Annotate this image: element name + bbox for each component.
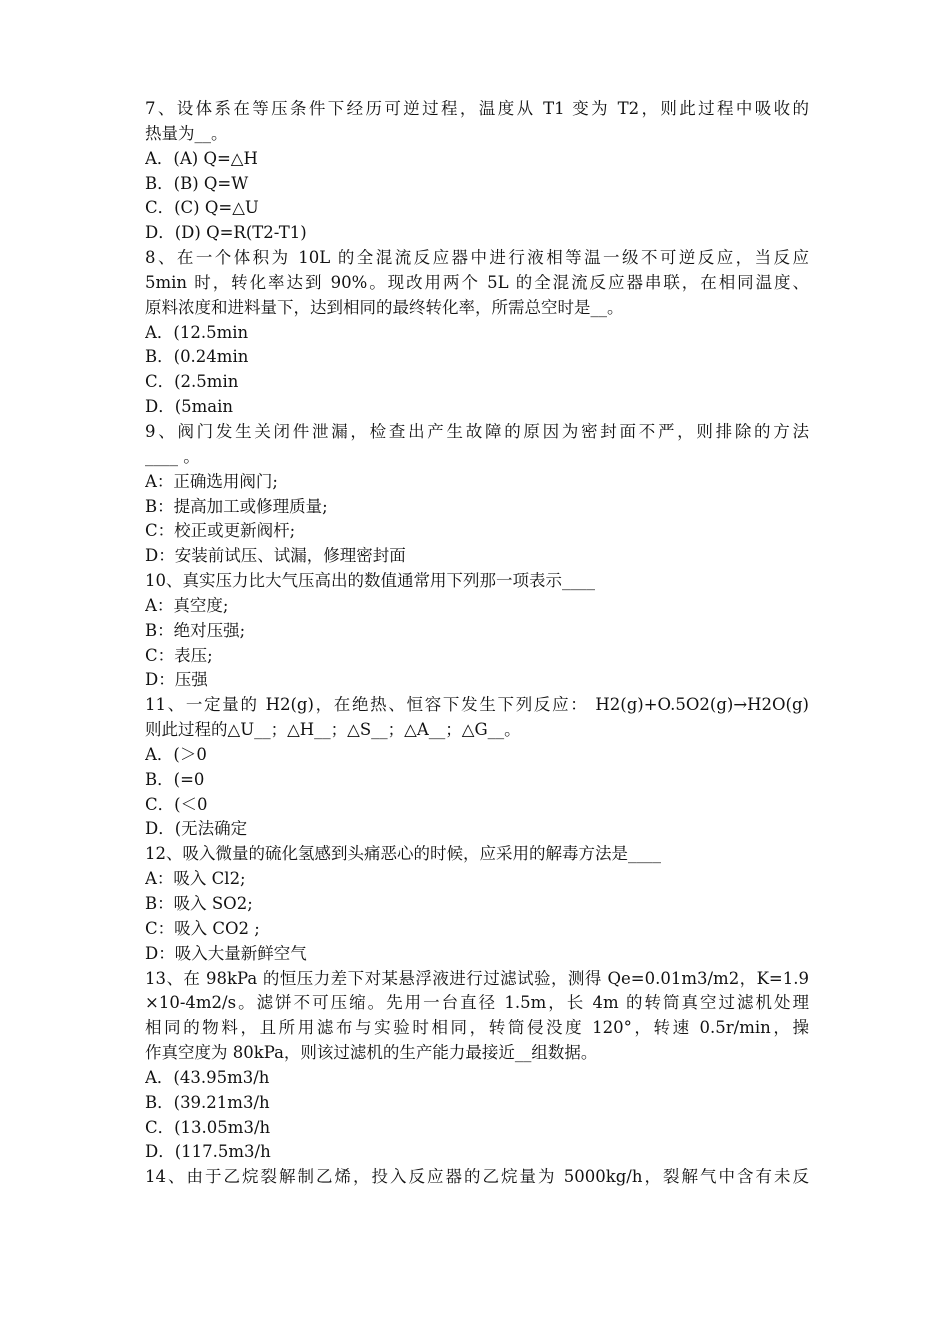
question-7-stem-line-2: 热量为__。 bbox=[145, 123, 228, 143]
question-9-option-a: A：正确选用阀门; bbox=[145, 471, 278, 491]
question-10-stem: 10、真实压力比大气压高出的数值通常用下列那一项表示____ bbox=[145, 571, 595, 591]
question-13-option-c: C．(13.05m3/h bbox=[145, 1117, 271, 1137]
question-13-stem-line-1: 13、在 98kPa 的恒压力差下对某悬浮液进行过滤试验，测得 Qe=0.01m3/m2，K=1.9 bbox=[145, 968, 809, 988]
question-11-stem-line-1: 11、一定量的 H2(g)，在绝热、恒容下发生下列反应： H2(g)+O.5O2(g)→H2O(g) bbox=[145, 695, 809, 715]
question-9-option-d: D：安装前试压、试漏，修理密封面 bbox=[145, 546, 406, 566]
question-11-option-d: D．(无法确定 bbox=[145, 819, 248, 839]
question-11-option-a: A．(＞0 bbox=[145, 744, 207, 764]
question-12-option-b: B：吸入 SO2; bbox=[145, 894, 253, 913]
question-8-option-c: C．(2.5min bbox=[145, 372, 239, 392]
question-12-option-c: C：吸入 CO2 ; bbox=[145, 918, 260, 938]
question-9-stem-line-1: 9、阀门发生关闭件泄漏，检查出产生故障的原因为密封面不严，则排除的方法 bbox=[145, 421, 809, 441]
question-9-option-b: B：提高加工或修理质量; bbox=[145, 496, 328, 516]
question-13-option-d: D．(117.5m3/h bbox=[145, 1142, 271, 1162]
question-7-option-c: C．(C) Q=△U bbox=[145, 198, 259, 218]
question-10-option-b: B：绝对压强; bbox=[145, 620, 246, 640]
question-8-option-d: D．(5main bbox=[145, 397, 234, 417]
question-8-stem-line-2: 5min 时，转化率达到 90%。现改用两个 5L 的全混流反应器串联，在相同温度、 bbox=[145, 272, 809, 292]
question-10-option-a: A：真空度; bbox=[145, 595, 229, 615]
question-11-option-c: C．(＜0 bbox=[145, 794, 208, 814]
question-10-option-c: C：表压; bbox=[145, 645, 213, 665]
question-7-option-d: D．(D) Q=R(T2-T1) bbox=[145, 223, 307, 243]
question-9-option-c: C：校正或更新阀杆; bbox=[145, 521, 296, 541]
question-7-option-b: B．(B) Q=W bbox=[145, 173, 249, 193]
question-9-stem-line-2: ____ 。 bbox=[145, 446, 200, 466]
question-11-stem-line-2: 则此过程的△U__；△H__；△S__；△A__；△G__。 bbox=[145, 720, 521, 740]
question-7-option-a: A．(A) Q=△H bbox=[145, 148, 258, 168]
question-8-option-b: B．(0.24min bbox=[145, 347, 249, 367]
question-7-stem-line-1: 7、设体系在等压条件下经历可逆过程，温度从 T1 变为 T2，则此过程中吸收的 bbox=[145, 99, 809, 118]
question-13-option-a: A．(43.95m3/h bbox=[145, 1067, 270, 1087]
question-12-stem: 12、吸入微量的硫化氢感到头痛恶心的时候，应采用的解毒方法是____ bbox=[145, 844, 661, 864]
question-8-stem-line-3: 原料浓度和进料量下，达到相同的最终转化率，所需总空时是__。 bbox=[145, 297, 624, 317]
question-13-stem-line-2: ×10-4m2/s。滤饼不可压缩。先用一台直径 1.5m，长 4m 的转筒真空过滤机处理 bbox=[145, 993, 809, 1013]
question-11-option-b: B．(=0 bbox=[145, 769, 205, 789]
question-12-option-a: A：吸入 Cl2; bbox=[145, 869, 246, 889]
question-10-option-d: D：压强 bbox=[145, 670, 208, 690]
question-13-stem-line-4: 作真空度为 80kPa，则该过滤机的生产能力最接近__组数据。 bbox=[145, 1043, 598, 1063]
question-8-stem-line-1: 8、在一个体积为 10L 的全混流反应器中进行液相等温一级不可逆反应，当反应 bbox=[145, 248, 809, 268]
question-8-option-a: A．(12.5min bbox=[145, 322, 249, 342]
question-12-option-d: D：吸入大量新鲜空气 bbox=[145, 943, 307, 963]
question-13-stem-line-3: 相同的物料，且所用滤布与实验时相同，转筒侵没度 120°，转速 0.5r/min，操 bbox=[145, 1018, 809, 1038]
question-13-option-b: B．(39.21m3/h bbox=[145, 1092, 270, 1112]
question-14-stem-line-1: 14、由于乙烷裂解制乙烯，投入反应器的乙烷量为 5000kg/h，裂解气中含有未反 bbox=[145, 1167, 809, 1187]
document-body bbox=[145, 97, 809, 1190]
